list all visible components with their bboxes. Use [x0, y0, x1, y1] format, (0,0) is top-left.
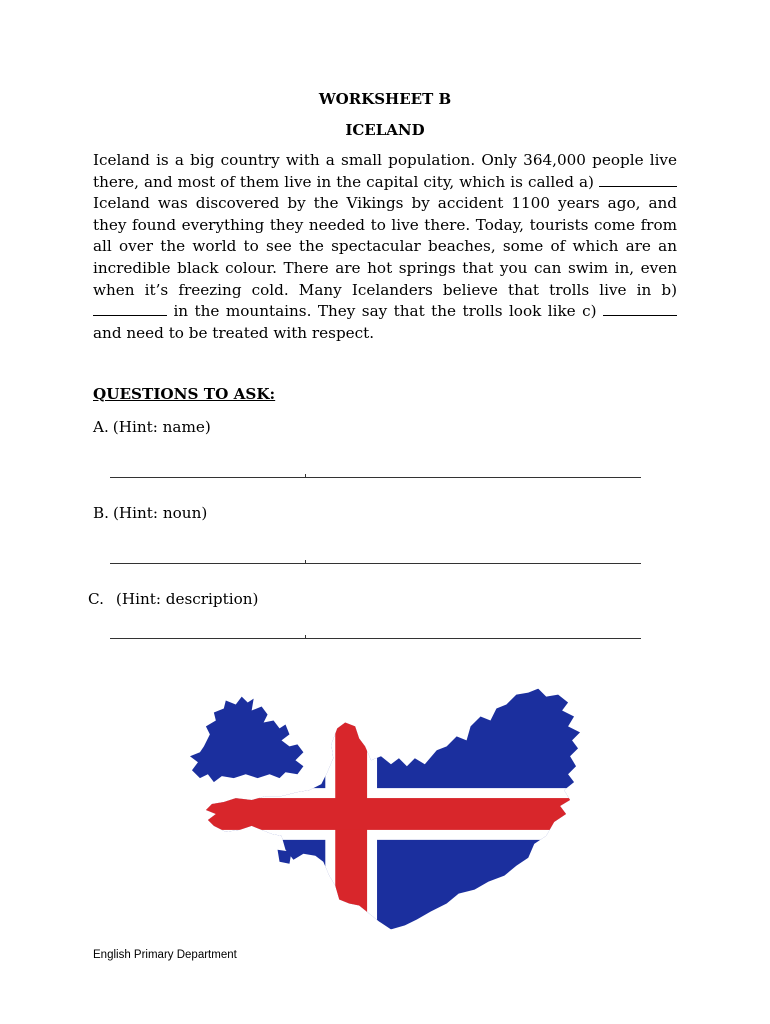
blank-c	[603, 301, 677, 316]
worksheet-subtitle: ICELAND	[345, 121, 425, 139]
question-a	[93, 418, 211, 436]
passage-text-3: in the mountains. They say that the trolls look like c)	[167, 302, 603, 321]
answer-line-b	[110, 562, 641, 564]
footer-department: English Primary Department	[93, 949, 237, 961]
worksheet-title: WORKSHEET B	[318, 90, 452, 108]
question-hint: (Hint: noun)	[113, 504, 208, 522]
question-b	[93, 504, 207, 522]
question-hint: (Hint: name)	[112, 418, 211, 436]
question-letter: C.	[88, 590, 104, 608]
answer-line-c	[110, 637, 641, 639]
questions-heading: QUESTIONS TO ASK:	[93, 385, 276, 403]
iceland-flag-map	[186, 686, 584, 938]
passage-text-1: Iceland is a big country with a small population. Only 364,000 people live there, and most of them live in the capital city, which is called a)	[93, 151, 677, 191]
passage-text-4: and need to be treated with respect.	[93, 323, 375, 342]
reading-passage	[93, 150, 677, 344]
blank-b	[93, 301, 167, 316]
question-letter: B.	[93, 504, 109, 522]
question-letter: A.	[93, 418, 109, 436]
question-c	[88, 590, 258, 608]
passage-text-2: Iceland was discovered by the Vikings by accident 1100 years ago, and they found everything they needed to live there. Today, tourists come from all over the world to see the spectacular beaches, some of which are an incredible black colour. There are hot springs that you can swim in, even when it’s freezing cold. Many Icelanders believe that trolls live in b)	[93, 194, 677, 299]
question-hint: (Hint: description)	[115, 590, 259, 608]
blank-a	[599, 172, 677, 187]
flag-cross-red-horizontal	[186, 798, 584, 830]
answer-line-a	[110, 476, 641, 478]
